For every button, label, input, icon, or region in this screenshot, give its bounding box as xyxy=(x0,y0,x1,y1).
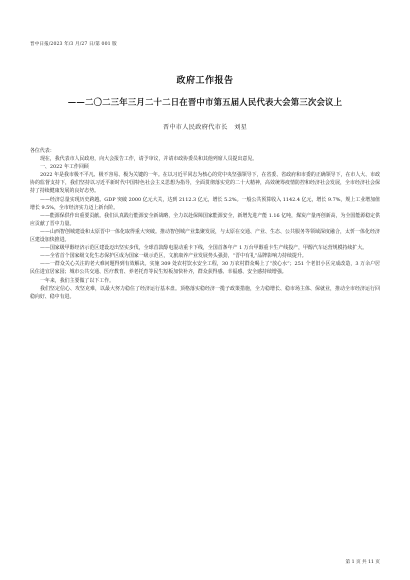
paragraph: 2022 年是我市极不平凡、极不容易、极为关键的一年。在以习近平同志为核心的党中央坚强领导下，在省委、省政府和市委的正确领导下，在市人大、市政协的监督支持下，我们坚持以习近平新时代中国特色社会主义思想为指导，全面贯彻落实党的二十大精神，高效统筹疫情防控和经济社会发展，全市经济社会保持了持续健康发展的良好态势。 xyxy=(30,172,381,195)
paragraph: 我们坚定信心、攻坚克难，以最大努力稳住了经济运行基本盘。顶格落实稳经济一揽子政策措施，全力稳增长、稳市场主体、保就业，推动全市经济运行回稳向好、稳中有进。 xyxy=(30,285,380,300)
source-line: 晋中日报/2023 年/3 月/27 日/第 001 版 xyxy=(30,42,117,47)
paragraph: ——一群众关心关注的老大难问题得到有效解决。实施 309 处农村饮水安全工程，30 万农村群众喝上了“放心水”；251 个老旧小区完成改造，3 万余户居民住进宜居家园；城市公共交通、医疗教育、养老托育等民生短板加快补齐，群众获得感、幸福感、安全感持续增强。 xyxy=(30,261,380,276)
paragraph: ——山西智创城建设和太原晋中一体化取得重大突破。推动智创城产业集聚发展，与太原在交通、产业、生态、公共服务等领域深度融合，太忻一体化经济区建设加快推进。 xyxy=(30,228,380,244)
salutation: 各位代表： xyxy=(30,148,55,154)
document-title: 政府工作报告 xyxy=(176,76,234,86)
page-number: 第 1 页 共 11 页 xyxy=(345,560,380,565)
document-subtitle: ——二〇二三年三月二十二日在晋中市第五届人民代表大会第三次会议上 xyxy=(67,97,343,107)
document-body xyxy=(30,147,380,301)
paragraph: 一年来，我们主要做了以下工作。 xyxy=(40,277,115,284)
document-author: 晋中市人民政府代市长 刘星 xyxy=(162,124,248,131)
paragraph: ——国家级甲醇经济示范区建设迈出坚实步伐，全球首款醇电混动重卡下线，全国首条年产 1 万台甲醇重卡生产线投产，甲醇汽车运营规模持续扩大。 xyxy=(40,245,368,252)
paragraph: ——全省首个国家级文化生态保护区成为国家一级示范区，文旅康养产业发展势头强劲，“晋中有礼”品牌影响力持续提升。 xyxy=(40,253,307,260)
paragraph: ——经济总量实现历史跨越。GDP 突破 2000 亿元大关，达到 2112.3 亿元，增长 5.2%。一般公共预算收入 1142.4 亿元，增长 9.7%，规上工业增加值增长 9.5%，全市经济实力迈上新台阶。 xyxy=(30,196,380,211)
paragraph: 现在，我代表市人民政府，向大会报告工作，请予审议，并请市政协委员和其他列席人员提出意见。 xyxy=(40,156,258,163)
section-heading: 一、2022 年工作回顾 xyxy=(40,164,89,171)
paragraph: ——能源保供作出重要贡献。我们认真践行能源安全新战略，全力以赴保障国家能源安全，新增先进产能 1.16 亿吨，煤炭产量再创新高，为全国能源稳定供应贡献了晋中力量。 xyxy=(30,212,381,227)
